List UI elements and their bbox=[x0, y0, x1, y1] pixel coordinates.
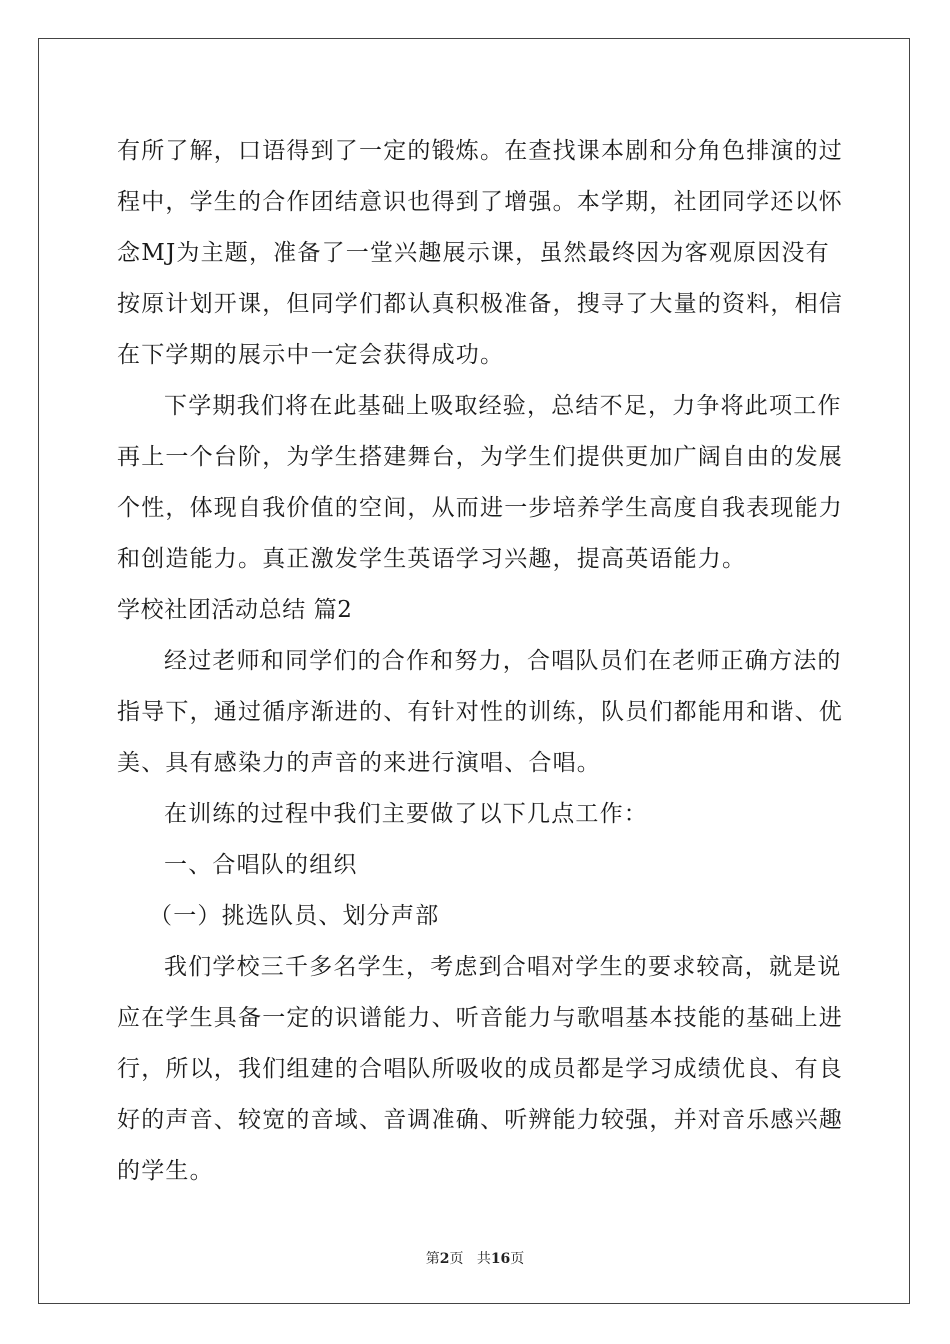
subsection-heading: 一、合唱队的组织 bbox=[164, 852, 358, 878]
paragraph-line: 个性，体现自我价值的空间，从而进一步培养学生高度自我表现能力 bbox=[117, 495, 843, 521]
paragraph-line: 在训练的过程中我们主要做了以下几点工作： bbox=[164, 801, 648, 827]
paragraph-line: 念MJ为主题，准备了一堂兴趣展示课，虽然最终因为客观原因没有 bbox=[117, 240, 830, 266]
page-prefix: 第 bbox=[425, 1251, 440, 1267]
paragraph-line: 再上一个台阶，为学生搭建舞台，为学生们提供更加广阔自由的发展 bbox=[117, 444, 843, 470]
page-number: 2 bbox=[439, 1251, 450, 1267]
total-pages: 16 bbox=[490, 1251, 511, 1267]
total-prefix: 共 bbox=[476, 1251, 491, 1267]
paragraph-line: 指导下，通过循序渐进的、有针对性的训练，队员们都能用和谐、优 bbox=[117, 699, 843, 725]
total-unit: 页 bbox=[510, 1251, 525, 1267]
section-heading: 学校社团活动总结 篇2 bbox=[117, 597, 353, 623]
paragraph-line: 我们学校三千多名学生，考虑到合唱对学生的要求较高，就是说 bbox=[164, 954, 842, 980]
paragraph-line: 的学生。 bbox=[117, 1158, 214, 1184]
subsection-heading: （一）挑选队员、划分声部 bbox=[149, 903, 440, 929]
document-body bbox=[117, 126, 843, 1197]
paragraph-line: 在下学期的展示中一定会获得成功。 bbox=[117, 342, 505, 368]
paragraph-line: 程中，学生的合作团结意识也得到了增强。本学期，社团同学还以怀 bbox=[117, 189, 843, 215]
paragraph-line: 按原计划开课，但同学们都认真积极准备，搜寻了大量的资料，相信 bbox=[117, 291, 843, 317]
paragraph-line: 好的声音、较宽的音域、音调准确、听辨能力较强，并对音乐感兴趣 bbox=[117, 1107, 843, 1133]
paragraph-line: 经过老师和同学们的合作和努力，合唱队员们在老师正确方法的 bbox=[164, 648, 842, 674]
page-footer bbox=[0, 1248, 950, 1268]
paragraph-line: 美、具有感染力的声音的来进行演唱、合唱。 bbox=[117, 750, 601, 776]
paragraph-line: 和创造能力。真正激发学生英语学习兴趣，提高英语能力。 bbox=[117, 546, 747, 572]
paragraph-line: 下学期我们将在此基础上吸取经验，总结不足，力争将此项工作 bbox=[164, 393, 842, 419]
paragraph-line: 行，所以，我们组建的合唱队所吸收的成员都是学习成绩优良、有良 bbox=[117, 1056, 843, 1082]
paragraph-line: 应在学生具备一定的识谱能力、听音能力与歌唱基本技能的基础上进 bbox=[117, 1005, 843, 1031]
page-unit: 页 bbox=[449, 1251, 464, 1267]
paragraph-line: 有所了解，口语得到了一定的锻炼。在查找课本剧和分角色排演的过 bbox=[117, 138, 843, 164]
